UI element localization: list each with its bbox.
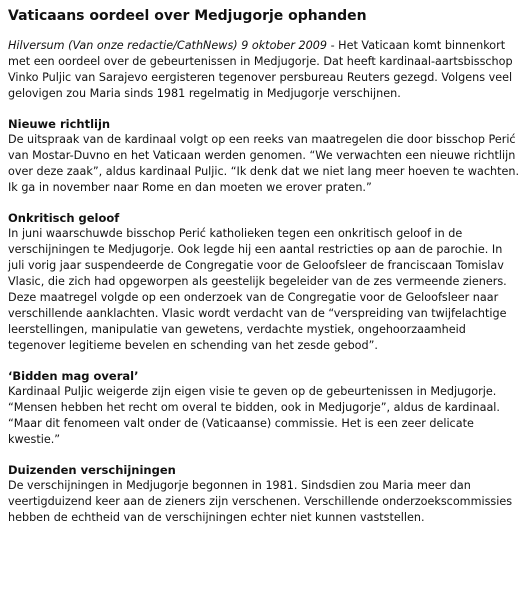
- section-heading: Duizenden verschijningen: [8, 463, 176, 477]
- section-onkritisch-geloof: [8, 210, 520, 354]
- section-nieuwe-richtlijn: [8, 116, 520, 196]
- section-heading: Nieuwe richtlijn: [8, 117, 111, 131]
- section-text: Kardinaal Puljic weigerde zijn eigen visie te geven op de gebeurtenissen in Medjugorje. “Mensen hebben het recht om overal te bidden, ook in Medjugorje”, aldus de kardinaal. “Maar dit fenomeen valt onder de (Vaticaanse) commissie. Het is een zeer delicate kwestie.”: [8, 385, 500, 446]
- section-heading: Onkritisch geloof: [8, 211, 120, 225]
- section-text: De uitspraak van de kardinaal volgt op een reeks van maatregelen die door bisschop Perić van Mostar-Duvno en het Vaticaan werden genomen. “We verwachten een nieuwe richtlijn over deze zaak”, aldus kardinaal Puljic. “Ik denk dat we niet lang meer hoeven te wachten. Ik ga in november naar Rome en dan moeten we erover praten.”: [8, 133, 519, 194]
- section-text: In juni waarschuwde bisschop Perić katholieken tegen een onkritisch geloof in de verschijningen te Medjugorje. Ook legde hij een aantal restricties op aan de parochie. In juli vorig jaar suspendeerde de Congregatie voor de Geloofsleer de franciscaan Tomislav Vlasic, die zich had opgeworpen als geestelijk begeleider van de zes vermeende zieners. Deze maatregel volgde op een onderzoek van de Congregatie voor de Geloofsleer naar verschillende aanklachten. Vlasic wordt verdacht van de “verspreiding van twijfelachtige leerstellingen, manipulatie van gewetens, verdachte mystiek, ongehoorzaamheid tegenover legitieme bevelen en schending van het zesde gebod”.: [8, 227, 507, 352]
- article-intro: [8, 38, 520, 102]
- section-duizenden-verschijningen: [8, 462, 520, 526]
- section-bidden-mag-overal: [8, 368, 520, 448]
- article-title: Vaticaans oordeel over Medjugorje ophanden: [8, 8, 367, 24]
- section-heading: ‘Bidden mag overal’: [8, 369, 139, 383]
- article-dateline: Hilversum (Van onze redactie/CathNews) 9 oktober 2009: [8, 39, 328, 52]
- section-text: De verschijningen in Medjugorje begonnen in 1981. Sindsdien zou Maria meer dan veertigduizend keer aan de zieners zijn verschenen. Verschillende onderzoekscommissies hebben de echtheid van de verschijningen echter niet kunnen vaststellen.: [8, 479, 513, 524]
- article-intro-text: - Het Vaticaan komt binnenkort met een oordeel over de gebeurtenissen in Medjugorje. Dat heeft kardinaal-aartsbisschop Vinko Puljic van Sarajevo eergisteren tegenover persbureau Reuters gezegd. Volgens veel gelovigen zou Maria sinds 1981 regelmatig in Medjugorje verschijnen.: [8, 39, 513, 100]
